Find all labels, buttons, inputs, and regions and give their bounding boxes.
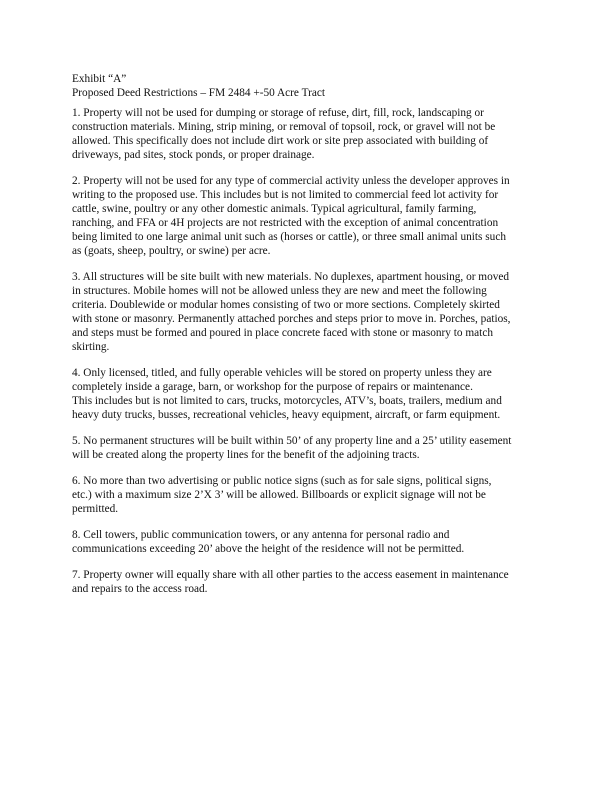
paragraph-line: etc.) with a maximum size 2’X 3’ will be allowed. Billboards or explicit signage will not be — [72, 489, 486, 501]
paragraph-line: 7. Property owner will equally share with all other parties to the access easement in maintenance — [72, 569, 509, 581]
paragraph-line: 4. Only licensed, titled, and fully operable vehicles will be stored on property unless they are — [72, 367, 492, 379]
paragraph-line: and steps must be formed and poured in place concrete faced with stone or masonry to match — [72, 327, 493, 339]
paragraph-line: 6. No more than two advertising or public notice signs (such as for sale signs, political signs, — [72, 475, 492, 487]
paragraph-line: ranching, and FFA or 4H projects are not restricted with the exception of animal concentration — [72, 217, 499, 229]
restriction-paragraph — [72, 174, 542, 258]
paragraph-line: criteria. Doublewide or modular homes consisting of two or more sections. Completely skirted — [72, 299, 500, 311]
paragraph-line: 5. No permanent structures will be built within 50’ of any property line and a 25’ utility easement — [72, 435, 512, 447]
paragraph-line: allowed. This specifically does not include dirt work or site prep associated with building of — [72, 135, 489, 147]
paragraph-line: 8. Cell towers, public communication towers, or any antenna for personal radio and — [72, 529, 450, 541]
paragraph-line: communications exceeding 20’ above the height of the residence will not be permitted. — [72, 543, 465, 555]
document-subtitle: Proposed Deed Restrictions – FM 2484 +-50 Acre Tract — [72, 87, 325, 99]
paragraph-line: being limited to one large animal unit such as (horses or cattle), or three small animal units such — [72, 231, 506, 243]
restriction-paragraph — [72, 366, 542, 422]
exhibit-title: Exhibit “A” — [72, 73, 127, 85]
paragraph-line: as (goats, sheep, poultry, or swine) per acre. — [72, 245, 271, 257]
restriction-paragraph — [72, 270, 542, 354]
paragraph-line: 1. Property will not be used for dumping or storage of refuse, dirt, fill, rock, landscaping or — [72, 107, 484, 119]
restriction-paragraph — [72, 434, 542, 462]
document-page — [72, 72, 542, 596]
paragraph-line: in structures. Mobile homes will not be allowed unless they are new and meet the following — [72, 285, 487, 297]
paragraph-line: construction materials. Mining, strip mining, or removal of topsoil, rock, or gravel will not be — [72, 121, 496, 133]
paragraph-line: 3. All structures will be site built with new materials. No duplexes, apartment housing, or moved — [72, 271, 510, 283]
restriction-paragraph — [72, 106, 542, 162]
restrictions-list — [72, 106, 542, 596]
paragraph-line: 2. Property will not be used for any type of commercial activity unless the developer approves in — [72, 175, 510, 187]
paragraph-line: skirting. — [72, 341, 110, 353]
paragraph-line: with stone or masonry. Permanently attached porches and steps prior to move in. Porches, patios, — [72, 313, 511, 325]
restriction-paragraph — [72, 528, 542, 556]
paragraph-line: and repairs to the access road. — [72, 583, 208, 595]
paragraph-line: completely inside a garage, barn, or workshop for the purpose of repairs or maintenance. — [72, 381, 473, 393]
paragraph-line: writing to the proposed use. This includes but is not limited to commercial feed lot activity for — [72, 189, 499, 201]
restriction-paragraph — [72, 568, 542, 596]
paragraph-line: will be created along the property lines for the benefit of the adjoining tracts. — [72, 449, 420, 461]
paragraph-line: cattle, swine, poultry or any other domestic animals. Typical agricultural, family farming, — [72, 203, 477, 215]
restriction-paragraph — [72, 474, 542, 516]
paragraph-line: heavy duty trucks, busses, recreational vehicles, heavy equipment, aircraft, or farm equipment. — [72, 409, 501, 421]
paragraph-line: driveways, pad sites, stock ponds, or proper drainage. — [72, 149, 315, 161]
paragraph-line: permitted. — [72, 503, 119, 515]
paragraph-line: This includes but is not limited to cars, trucks, motorcycles, ATV’s, boats, trailers, medium and — [72, 395, 502, 407]
